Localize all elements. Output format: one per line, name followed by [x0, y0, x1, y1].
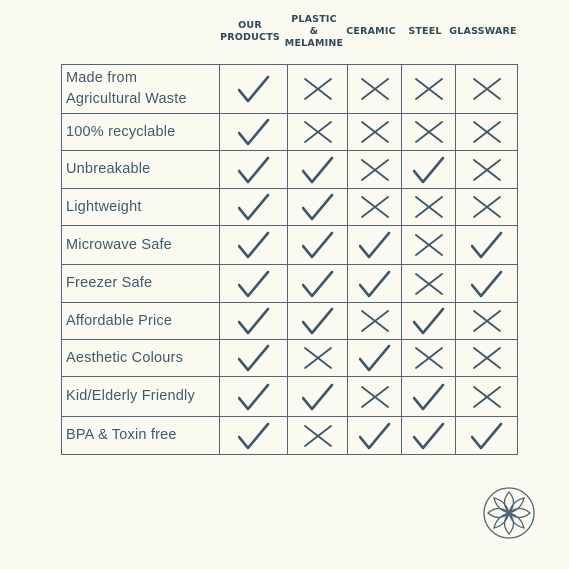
table-row: [62, 417, 518, 455]
check-icon: [413, 383, 445, 411]
column-header-our-products: OUR PRODUCTS: [220, 20, 280, 43]
mark-cell: [288, 377, 348, 417]
mark-cell: [402, 189, 456, 226]
mark-cell: [402, 417, 456, 455]
feature-label: Made from Agricultural Waste: [62, 65, 220, 114]
feature-label: Kid/Elderly Friendly: [62, 377, 220, 417]
cross-icon: [303, 346, 333, 370]
mark-cell: [348, 151, 402, 189]
mark-cell: [220, 340, 288, 377]
table-row: [62, 303, 518, 340]
column-header-glassware: GLASSWARE: [449, 26, 517, 37]
feature-label: Affordable Price: [62, 303, 220, 340]
mark-cell: [456, 377, 518, 417]
check-icon: [359, 422, 391, 450]
table-row: [62, 65, 518, 114]
mark-cell: [220, 303, 288, 340]
mark-cell: [456, 265, 518, 303]
check-icon: [471, 270, 503, 298]
cross-icon: [414, 195, 444, 219]
mark-cell: [220, 114, 288, 151]
check-icon: [471, 231, 503, 259]
mark-cell: [402, 340, 456, 377]
mark-cell: [220, 377, 288, 417]
check-icon: [302, 270, 334, 298]
cross-icon: [414, 346, 444, 370]
check-icon: [238, 231, 270, 259]
cross-icon: [472, 158, 502, 182]
mark-cell: [348, 226, 402, 265]
mark-cell: [220, 151, 288, 189]
mark-cell: [456, 65, 518, 114]
mark-cell: [402, 151, 456, 189]
feature-label: Microwave Safe: [62, 226, 220, 265]
mark-cell: [348, 189, 402, 226]
check-icon: [359, 270, 391, 298]
cross-icon: [472, 309, 502, 333]
mark-cell: [220, 65, 288, 114]
mark-cell: [456, 417, 518, 455]
mark-cell: [288, 303, 348, 340]
feature-label: Lightweight: [62, 189, 220, 226]
check-icon: [238, 75, 270, 103]
cross-icon: [472, 77, 502, 101]
mark-cell: [348, 114, 402, 151]
check-icon: [238, 422, 270, 450]
mark-cell: [348, 303, 402, 340]
table-row: [62, 226, 518, 265]
mark-cell: [456, 303, 518, 340]
mark-cell: [402, 114, 456, 151]
check-icon: [238, 270, 270, 298]
check-icon: [413, 307, 445, 335]
cross-icon: [472, 385, 502, 409]
mark-cell: [348, 265, 402, 303]
cross-icon: [414, 120, 444, 144]
cross-icon: [360, 309, 390, 333]
table-row: [62, 340, 518, 377]
mark-cell: [288, 340, 348, 377]
cross-icon: [360, 195, 390, 219]
check-icon: [471, 422, 503, 450]
check-icon: [238, 193, 270, 221]
mark-cell: [288, 189, 348, 226]
mark-cell: [220, 417, 288, 455]
check-icon: [302, 383, 334, 411]
mark-cell: [348, 340, 402, 377]
mark-cell: [288, 65, 348, 114]
mark-cell: [456, 151, 518, 189]
flower-logo-icon: [482, 486, 536, 540]
mark-cell: [288, 151, 348, 189]
table-row: [62, 114, 518, 151]
feature-label: Freezer Safe: [62, 265, 220, 303]
mark-cell: [456, 340, 518, 377]
mark-cell: [288, 417, 348, 455]
check-icon: [302, 156, 334, 184]
table-row: [62, 265, 518, 303]
cross-icon: [472, 120, 502, 144]
mark-cell: [288, 226, 348, 265]
mark-cell: [402, 226, 456, 265]
cross-icon: [414, 272, 444, 296]
check-icon: [413, 422, 445, 450]
cross-icon: [360, 385, 390, 409]
mark-cell: [402, 265, 456, 303]
check-icon: [359, 344, 391, 372]
mark-cell: [348, 377, 402, 417]
cross-icon: [360, 158, 390, 182]
cross-icon: [303, 120, 333, 144]
column-header-plastic-melamine: PLASTIC & MELAMINE: [284, 14, 344, 49]
feature-label: Unbreakable: [62, 151, 220, 189]
mark-cell: [402, 65, 456, 114]
check-icon: [238, 156, 270, 184]
check-icon: [302, 231, 334, 259]
check-icon: [238, 383, 270, 411]
check-icon: [359, 231, 391, 259]
mark-cell: [220, 189, 288, 226]
check-icon: [238, 307, 270, 335]
cross-icon: [472, 346, 502, 370]
check-icon: [238, 118, 270, 146]
cross-icon: [472, 195, 502, 219]
feature-label: Aesthetic Colours: [62, 340, 220, 377]
column-header-steel: STEEL: [408, 26, 442, 37]
table-row: [62, 189, 518, 226]
mark-cell: [220, 265, 288, 303]
mark-cell: [288, 265, 348, 303]
mark-cell: [456, 226, 518, 265]
check-icon: [413, 156, 445, 184]
feature-label: BPA & Toxin free: [62, 417, 220, 455]
check-icon: [238, 344, 270, 372]
table-row: [62, 377, 518, 417]
mark-cell: [456, 114, 518, 151]
cross-icon: [303, 424, 333, 448]
mark-cell: [348, 417, 402, 455]
cross-icon: [414, 77, 444, 101]
table-row: [62, 151, 518, 189]
mark-cell: [348, 65, 402, 114]
cross-icon: [360, 77, 390, 101]
check-icon: [302, 193, 334, 221]
mark-cell: [220, 226, 288, 265]
mark-cell: [288, 114, 348, 151]
cross-icon: [414, 233, 444, 257]
comparison-header: [0, 0, 569, 64]
mark-cell: [402, 303, 456, 340]
comparison-table: [61, 64, 518, 455]
mark-cell: [456, 189, 518, 226]
mark-cell: [402, 377, 456, 417]
cross-icon: [303, 77, 333, 101]
check-icon: [302, 307, 334, 335]
cross-icon: [360, 120, 390, 144]
feature-label: 100% recyclable: [62, 114, 220, 151]
column-header-ceramic: CERAMIC: [346, 26, 396, 37]
